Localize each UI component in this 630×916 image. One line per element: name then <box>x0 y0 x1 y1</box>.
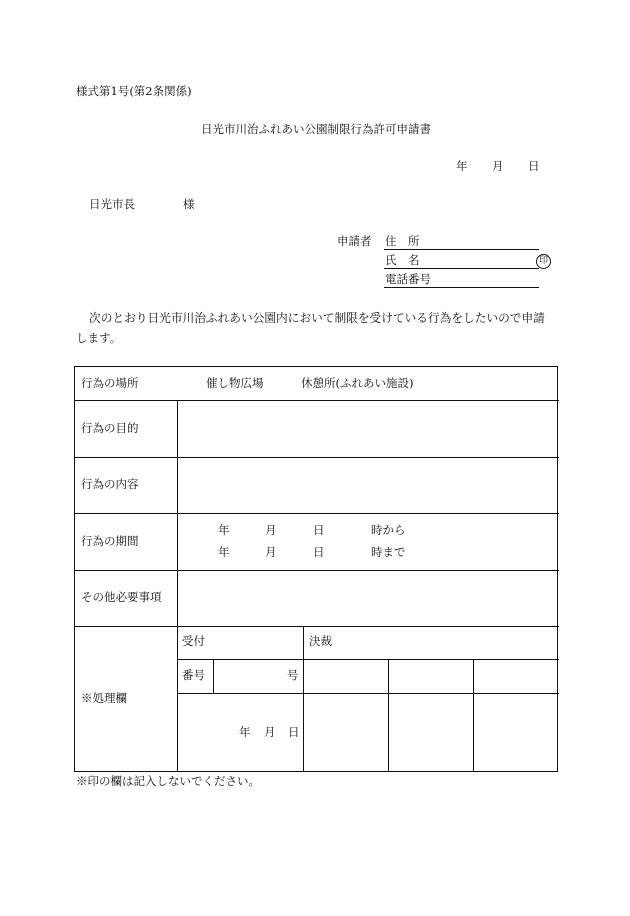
date-month: 月 <box>492 159 504 173</box>
col-divider <box>388 659 389 772</box>
row-divider <box>75 570 559 571</box>
date-day: 日 <box>528 159 540 173</box>
purpose-label: 行為の目的 <box>81 421 139 435</box>
col-divider <box>213 659 214 693</box>
period-start-year: 年 <box>218 523 230 537</box>
applicant-label: 申請者 <box>337 234 372 248</box>
period-label: 行為の期間 <box>81 534 139 548</box>
place-label: 行為の場所 <box>81 376 139 390</box>
place-option-rest-area[interactable]: 休憩所(ふれあい施設) <box>301 376 414 390</box>
addressee-name: 日光市長 <box>89 197 135 211</box>
place-option-plaza[interactable]: 催し物広場 <box>206 376 264 390</box>
body-text-line2: します。 <box>76 331 122 345</box>
number-label: 番号 <box>182 668 205 682</box>
footnote: ※印の欄は記入しないでください。 <box>76 774 260 788</box>
row-divider <box>75 626 559 627</box>
date-year: 年 <box>456 159 468 173</box>
number-suffix: 号 <box>287 668 299 682</box>
period-start-hour: 時から <box>371 523 406 537</box>
addressee-honorific: 様 <box>183 197 195 211</box>
processing-date-day: 日 <box>288 725 300 739</box>
seal-mark: 印 <box>536 254 551 269</box>
page-title: 日光市川治ふれあい公園制限行為許可申請書 <box>201 122 431 136</box>
other-field[interactable] <box>179 572 557 624</box>
content-field[interactable] <box>179 459 557 511</box>
phone-label: 電話番号 <box>385 272 431 286</box>
form-number: 様式第1号(第2条関係) <box>76 84 192 98</box>
purpose-field[interactable] <box>179 402 557 455</box>
phone-field[interactable] <box>384 287 539 288</box>
content-label: 行為の内容 <box>81 477 139 491</box>
row-divider <box>75 513 559 514</box>
row-divider <box>177 693 559 694</box>
period-start-day: 日 <box>313 523 325 537</box>
application-table <box>74 366 558 772</box>
processing-label: ※処理欄 <box>81 691 127 705</box>
period-end-month: 月 <box>265 545 277 559</box>
name-field[interactable] <box>384 268 539 269</box>
body-text-line1: 次のとおり日光市川治ふれあい公園内において制限を受けている行為をしたいので申請 <box>89 311 545 325</box>
col-divider <box>473 659 474 772</box>
period-start-month: 月 <box>265 523 277 537</box>
col-divider <box>303 626 304 772</box>
period-end-year: 年 <box>218 545 230 559</box>
row-divider <box>75 457 559 458</box>
approval-label: 決裁 <box>309 634 332 648</box>
period-end-hour: 時まで <box>371 545 406 559</box>
row-divider <box>75 400 559 401</box>
col-divider <box>177 400 178 772</box>
row-divider <box>177 659 559 660</box>
processing-date-year: 年 <box>239 725 251 739</box>
other-label: その他必要事項 <box>81 590 162 604</box>
address-label: 住 所 <box>385 234 420 248</box>
address-field[interactable] <box>384 249 539 250</box>
period-end-day: 日 <box>313 545 325 559</box>
processing-date-month: 月 <box>264 725 276 739</box>
name-label: 氏 名 <box>385 253 420 267</box>
reception-label: 受付 <box>182 634 205 648</box>
